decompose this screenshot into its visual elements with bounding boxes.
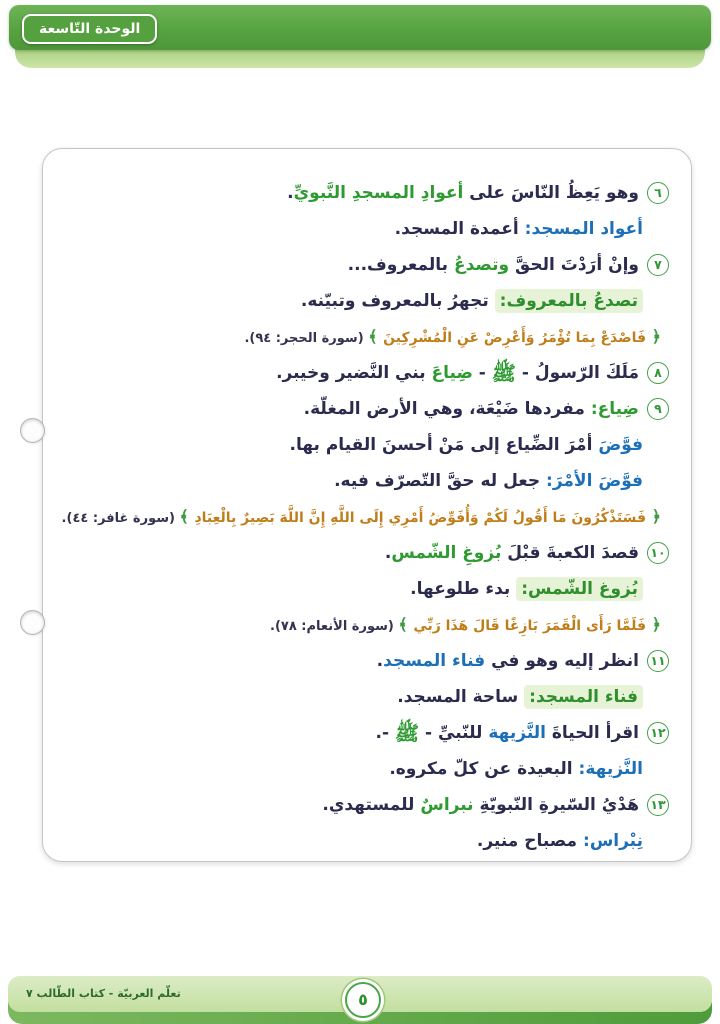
- text-segment: .: [376, 651, 384, 671]
- binder-hole: [20, 418, 45, 443]
- line-def: [59, 571, 669, 607]
- line-def: [59, 823, 669, 859]
- text-segment: (سورة الحجر: ٩٤).: [244, 331, 369, 346]
- line-item: [59, 247, 669, 283]
- text-segment: ﴿: [646, 615, 661, 634]
- text-segment: ﴾: [179, 507, 195, 526]
- text-segment: بدء طلوعها.: [410, 579, 517, 599]
- item-number-badge: ١٠: [647, 542, 669, 564]
- line-def: [59, 211, 669, 247]
- text-segment: وإنْ أرَدْتَ الحقَّ: [509, 255, 639, 275]
- line-def: [59, 463, 669, 499]
- text-segment: فناء المسجد:: [524, 685, 643, 709]
- text-segment: بني النَّضير وخيبر.: [276, 363, 432, 383]
- line-item: [59, 715, 669, 751]
- text-segment: -: [472, 363, 492, 383]
- text-segment: النَّزيهة:: [578, 759, 643, 779]
- text-segment: أعواد المسجد:: [524, 219, 643, 239]
- line-item: [59, 391, 669, 427]
- text-segment: هَدْيُ السّيرةِ النّبويّةِ: [473, 795, 639, 815]
- line-item: [59, 787, 669, 823]
- text-segment: قصدَ الكعبةَ قبْلَ: [501, 543, 639, 563]
- item-number-badge: ٦: [647, 182, 669, 204]
- text-segment: مَلَكَ الرّسولُ -: [515, 363, 639, 383]
- item-number-badge: ١٣: [647, 794, 669, 816]
- line-def: [59, 427, 669, 463]
- text-segment: نبراسٌ: [420, 795, 474, 815]
- text-segment: مفردها ضَيْعَة، وهي الأرض المغلّة.: [303, 399, 591, 419]
- text-segment: .: [287, 183, 294, 203]
- text-segment: فوَّضَ الأمْرَ:: [546, 471, 643, 491]
- line-item: [59, 535, 669, 571]
- text-segment: انظر إليه وهو في: [485, 651, 639, 671]
- text-segment: جعل له حقَّ التّصرّف فيه.: [334, 471, 547, 491]
- line-verse: [59, 319, 669, 355]
- pbuh-symbol: ﷺ: [491, 361, 516, 385]
- unit-badge-label: الوحدة التّاسعة: [39, 21, 141, 37]
- text-segment: اقرأ الحياةَ: [545, 723, 639, 743]
- text-segment: فَلَمَّا رَأَى الْقَمَرَ بَازِغًا قَالَ هَذَا رَبِّي: [413, 618, 647, 634]
- text-segment: فَاصْدَعْ بِمَا تُؤْمَرُ وَأَعْرِضْ عَنِ الْمُشْرِكِينَ: [383, 330, 647, 346]
- text-segment: ساحة المسجد.: [397, 687, 525, 707]
- content-card: [42, 148, 692, 862]
- line-item: [59, 175, 669, 211]
- page-number-badge: [345, 982, 381, 1018]
- text-segment: -.: [375, 723, 395, 743]
- line-item: [59, 643, 669, 679]
- binder-hole: [20, 610, 45, 635]
- item-number-badge: ٩: [647, 398, 669, 420]
- item-number-badge: ٧: [647, 254, 669, 276]
- text-segment: فناء المسجد: [383, 651, 486, 671]
- text-segment: ﴾: [368, 327, 384, 346]
- text-segment: أعمدة المسجد.: [394, 219, 525, 239]
- line-verse: [59, 499, 669, 535]
- item-number-badge: ١١: [647, 650, 669, 672]
- text-segment: .: [384, 543, 392, 563]
- text-segment: أعوادِ المسجدِ النَّبويِّ: [293, 183, 464, 203]
- line-def: [59, 679, 669, 715]
- text-segment: فوَّضَ: [598, 435, 643, 455]
- text-segment: ضِياعَ: [431, 363, 473, 383]
- text-segment: ﴾: [398, 615, 414, 634]
- text-segment: مصباح منير.: [476, 831, 584, 851]
- text-segment: تصدعُ بالمعروف:: [495, 289, 643, 313]
- line-item: [59, 355, 669, 391]
- text-segment: ضِياع:: [590, 399, 639, 419]
- footer-book-title: تعلّم العربيّة - كتاب الطّالب ٧: [26, 987, 181, 1000]
- text-segment: (سورة الأنعام: ٧٨).: [270, 619, 399, 634]
- line-def: [59, 751, 669, 787]
- text-segment: بُزوغِ الشّمس: [391, 543, 502, 563]
- pbuh-symbol: ﷺ: [394, 721, 420, 745]
- line-def: [59, 283, 669, 319]
- text-segment: للنّبيِّ -: [419, 723, 489, 743]
- text-segment: وهو يَعِظُ النّاسَ على: [463, 183, 639, 203]
- text-segment: ﴿: [646, 327, 661, 346]
- lesson-lines: [59, 175, 669, 859]
- text-segment: ﴿: [646, 507, 661, 526]
- text-segment: نِبْراس:: [583, 831, 643, 851]
- page-number: ٥: [358, 990, 368, 1009]
- text-segment: بالمعروف...: [347, 255, 454, 275]
- text-segment: للمستهدي.: [322, 795, 421, 815]
- item-number-badge: ٨: [647, 362, 669, 384]
- text-segment: بُزوغ الشّمس:: [516, 577, 643, 601]
- text-segment: تجهرُ بالمعروف وتبيّنه.: [300, 291, 495, 311]
- text-segment: (سورة غافر: ٤٤).: [61, 511, 180, 526]
- text-segment: أمْرَ الضِّياع إلى مَنْ أحسنَ القيام بها.: [289, 435, 599, 455]
- item-number-badge: ١٢: [647, 722, 669, 744]
- text-segment: فَسَتَذْكُرُونَ مَا أَقُولُ لَكُمْ وَأُفَوِّضُ أَمْرِي إِلَى اللَّهِ إِنَّ اللَّهَ بَصِيرٌ بِالْعِبَادِ: [194, 510, 647, 526]
- text-segment: البعيدة عن كلّ مكروه.: [389, 759, 579, 779]
- unit-badge: [22, 14, 157, 44]
- text-segment: النَّزيهة: [488, 723, 546, 743]
- line-verse: [59, 607, 669, 643]
- text-segment: وتصدعُ: [453, 255, 510, 275]
